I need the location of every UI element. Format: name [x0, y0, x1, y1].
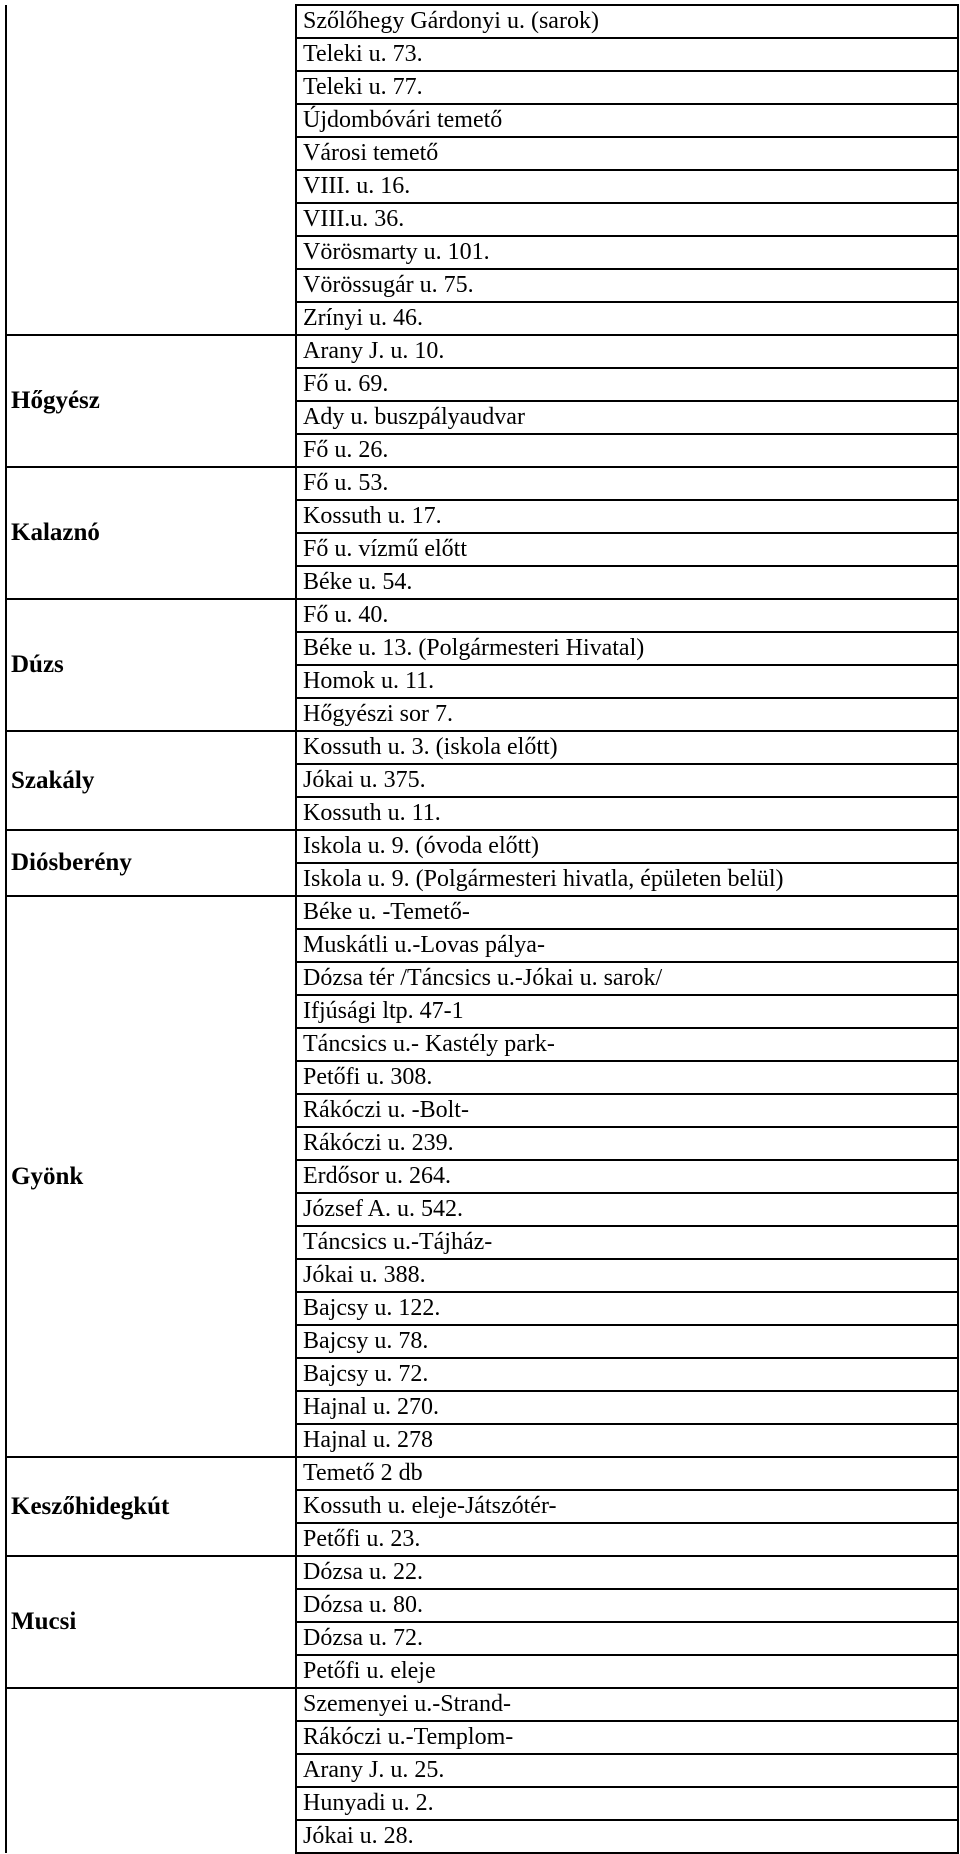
address-cell: Fő u. 69. — [296, 368, 958, 401]
address-cell: Táncsics u.-Tájház- — [296, 1226, 958, 1259]
table-row — [6, 5, 958, 38]
address-cell: Rákóczi u. 239. — [296, 1127, 958, 1160]
address-cell: Dózsa tér /Táncsics u.-Jókai u. sarok/ — [296, 962, 958, 995]
address-cell: Hajnal u. 270. — [296, 1391, 958, 1424]
town-name-cell — [6, 1688, 296, 1853]
address-cell: Petőfi u. 23. — [296, 1523, 958, 1556]
address-cell: Temető 2 db — [296, 1457, 958, 1490]
town-name-cell — [6, 5, 296, 335]
address-cell: Ady u. buszpályaudvar — [296, 401, 958, 434]
address-cell: Jókai u. 28. — [296, 1820, 958, 1853]
table-row — [6, 1457, 958, 1490]
address-cell: Jókai u. 375. — [296, 764, 958, 797]
address-cell: Teleki u. 73. — [296, 38, 958, 71]
address-cell: Kossuth u. 17. — [296, 500, 958, 533]
address-cell: Béke u. -Temető- — [296, 896, 958, 929]
town-name-cell: Kalaznó — [6, 467, 296, 599]
address-cell: Petőfi u. eleje — [296, 1655, 958, 1688]
address-cell: Kossuth u. eleje-Játszótér- — [296, 1490, 958, 1523]
address-cell: Fő u. 26. — [296, 434, 958, 467]
town-name-cell: Hőgyész — [6, 335, 296, 467]
table-row — [6, 731, 958, 764]
address-cell: Iskola u. 9. (Polgármesteri hivatla, épületen belül) — [296, 863, 958, 896]
address-cell: Fő u. 40. — [296, 599, 958, 632]
address-cell: Arany J. u. 10. — [296, 335, 958, 368]
town-name-cell: Keszőhidegkút — [6, 1457, 296, 1556]
address-cell: Hunyadi u. 2. — [296, 1787, 958, 1820]
address-cell: Erdősor u. 264. — [296, 1160, 958, 1193]
address-cell: Szőlőhegy Gárdonyi u. (sarok) — [296, 5, 958, 38]
address-cell: Fő u. vízmű előtt — [296, 533, 958, 566]
town-name-cell: Mucsi — [6, 1556, 296, 1688]
address-cell: Kossuth u. 11. — [296, 797, 958, 830]
address-cell: Iskola u. 9. (óvoda előtt) — [296, 830, 958, 863]
address-cell: Vörössugár u. 75. — [296, 269, 958, 302]
table-row — [6, 599, 958, 632]
address-cell: Városi temető — [296, 137, 958, 170]
address-cell: Dózsa u. 22. — [296, 1556, 958, 1589]
address-cell: VIII.u. 36. — [296, 203, 958, 236]
table-row — [6, 896, 958, 929]
address-cell: Petőfi u. 308. — [296, 1061, 958, 1094]
address-cell: Kossuth u. 3. (iskola előtt) — [296, 731, 958, 764]
address-cell: Arany J. u. 25. — [296, 1754, 958, 1787]
address-cell: Fő u. 53. — [296, 467, 958, 500]
table-row — [6, 335, 958, 368]
address-cell: Homok u. 11. — [296, 665, 958, 698]
town-name-cell: Dúzs — [6, 599, 296, 731]
address-cell: Hajnal u. 278 — [296, 1424, 958, 1457]
town-name-cell: Szakály — [6, 731, 296, 830]
address-cell: Zrínyi u. 46. — [296, 302, 958, 335]
address-cell: Ifjúsági ltp. 47-1 — [296, 995, 958, 1028]
address-cell: Dózsa u. 72. — [296, 1622, 958, 1655]
address-cell: Újdombóvári temető — [296, 104, 958, 137]
address-cell: Hőgyészi sor 7. — [296, 698, 958, 731]
address-cell: Szemenyei u.-Strand- — [296, 1688, 958, 1721]
address-cell: Rákóczi u. -Bolt- — [296, 1094, 958, 1127]
collection-sites-table — [5, 4, 959, 1854]
address-cell: Jókai u. 388. — [296, 1259, 958, 1292]
table-row — [6, 467, 958, 500]
table-row — [6, 1688, 958, 1721]
town-name-cell: Diósberény — [6, 830, 296, 896]
address-cell: Béke u. 54. — [296, 566, 958, 599]
address-cell: Bajcsy u. 78. — [296, 1325, 958, 1358]
address-cell: József A. u. 542. — [296, 1193, 958, 1226]
address-cell: Muskátli u.-Lovas pálya- — [296, 929, 958, 962]
address-cell: Bajcsy u. 122. — [296, 1292, 958, 1325]
address-cell: Rákóczi u.-Templom- — [296, 1721, 958, 1754]
address-cell: Vörösmarty u. 101. — [296, 236, 958, 269]
address-cell: VIII. u. 16. — [296, 170, 958, 203]
address-cell: Teleki u. 77. — [296, 71, 958, 104]
address-cell: Bajcsy u. 72. — [296, 1358, 958, 1391]
town-name-cell: Gyönk — [6, 896, 296, 1457]
table-body — [6, 5, 958, 1853]
address-cell: Táncsics u.- Kastély park- — [296, 1028, 958, 1061]
address-cell: Béke u. 13. (Polgármesteri Hivatal) — [296, 632, 958, 665]
address-cell: Dózsa u. 80. — [296, 1589, 958, 1622]
table-row — [6, 830, 958, 863]
table-row — [6, 1556, 958, 1589]
